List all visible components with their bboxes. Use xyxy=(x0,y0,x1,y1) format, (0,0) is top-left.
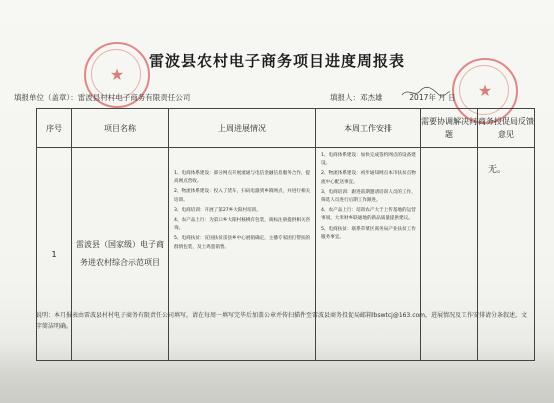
reporting-unit: 填报单位（盖章）：雷波县村村电子商务有限责任公司 xyxy=(14,93,191,102)
list-item: 2、物流体系建设：投入了货车，扫码电器到乡镇网点，并进行相关培训。 xyxy=(174,189,311,203)
report-date: 2017年 月 日 xyxy=(409,93,456,102)
list-item: 5、电商扶贫：联系草菜区商务局产业扶贫工作服务事宜。 xyxy=(321,226,416,240)
header-row xyxy=(37,109,535,148)
feedback-cell: 无。 xyxy=(478,148,535,361)
header-feedback: 商务投促局反馈意见 xyxy=(478,109,535,148)
list-item: 1、电商体系建设：部分网点开展流通与电信金融信息服务合作，提高网点营收。 xyxy=(174,171,311,185)
list-item: 3、电商培训：开展了第27乡大阳村培训。 xyxy=(174,207,261,213)
list-item: 1、电商体系建设：加快完成签约网点的设备建设。 xyxy=(321,153,416,167)
handwritten-signature xyxy=(400,85,452,99)
footnote: 说明：本月报表由雷波县村村电子商务有限责任公司填写，请在每周一填写完毕后加盖公章并传扫描件至雷波县商务投促局邮箱lbswtcj@163.com，进展情况及工作安排请分条叙述，文字简洁明确。 xyxy=(36,312,528,330)
list-item: 4、农产品上行：培训农产大于上传基地的运营事项，大米财乡联通地的新品质量提供建议。 xyxy=(321,208,416,222)
star-icon: ★ xyxy=(109,65,125,84)
list-item: 5、电商扶贫：宣国扶贫雷县乡中心展销确定，主播专家团打帮扶的群情包装，及土鸡蛋销售。 xyxy=(174,236,311,250)
star-icon: ★ xyxy=(477,81,493,100)
list-item: 3、电商培训：跟进前期邀请培训人员的工作，筛选人员进行后期工作跟进。 xyxy=(321,189,416,204)
header-last-week: 上周进展情况 xyxy=(169,109,316,148)
header-no: 序号 xyxy=(37,109,72,148)
row-number: 1 xyxy=(37,148,72,361)
header-this-week: 本周工作安排 xyxy=(316,109,421,148)
report-title: 雷波县农村电子商务项目进度周报表 xyxy=(148,52,405,70)
header-coordination: 需要协调解决问题 xyxy=(421,109,478,148)
project-name: 雷波县（国家级）电子商务进农村综合示范项目 xyxy=(72,148,169,361)
list-item: 4、农产品上行：为第口乡大阳村核桃有包装，商标注册提供相关咨询。 xyxy=(174,218,311,232)
header-project: 项目名称 xyxy=(72,109,169,148)
list-item: 2、物流体系建设：初步通知网点本市扶贫点物流中心配送事宜。 xyxy=(321,171,416,185)
reporter-name: 填报人：邓杰雄 xyxy=(330,93,383,102)
